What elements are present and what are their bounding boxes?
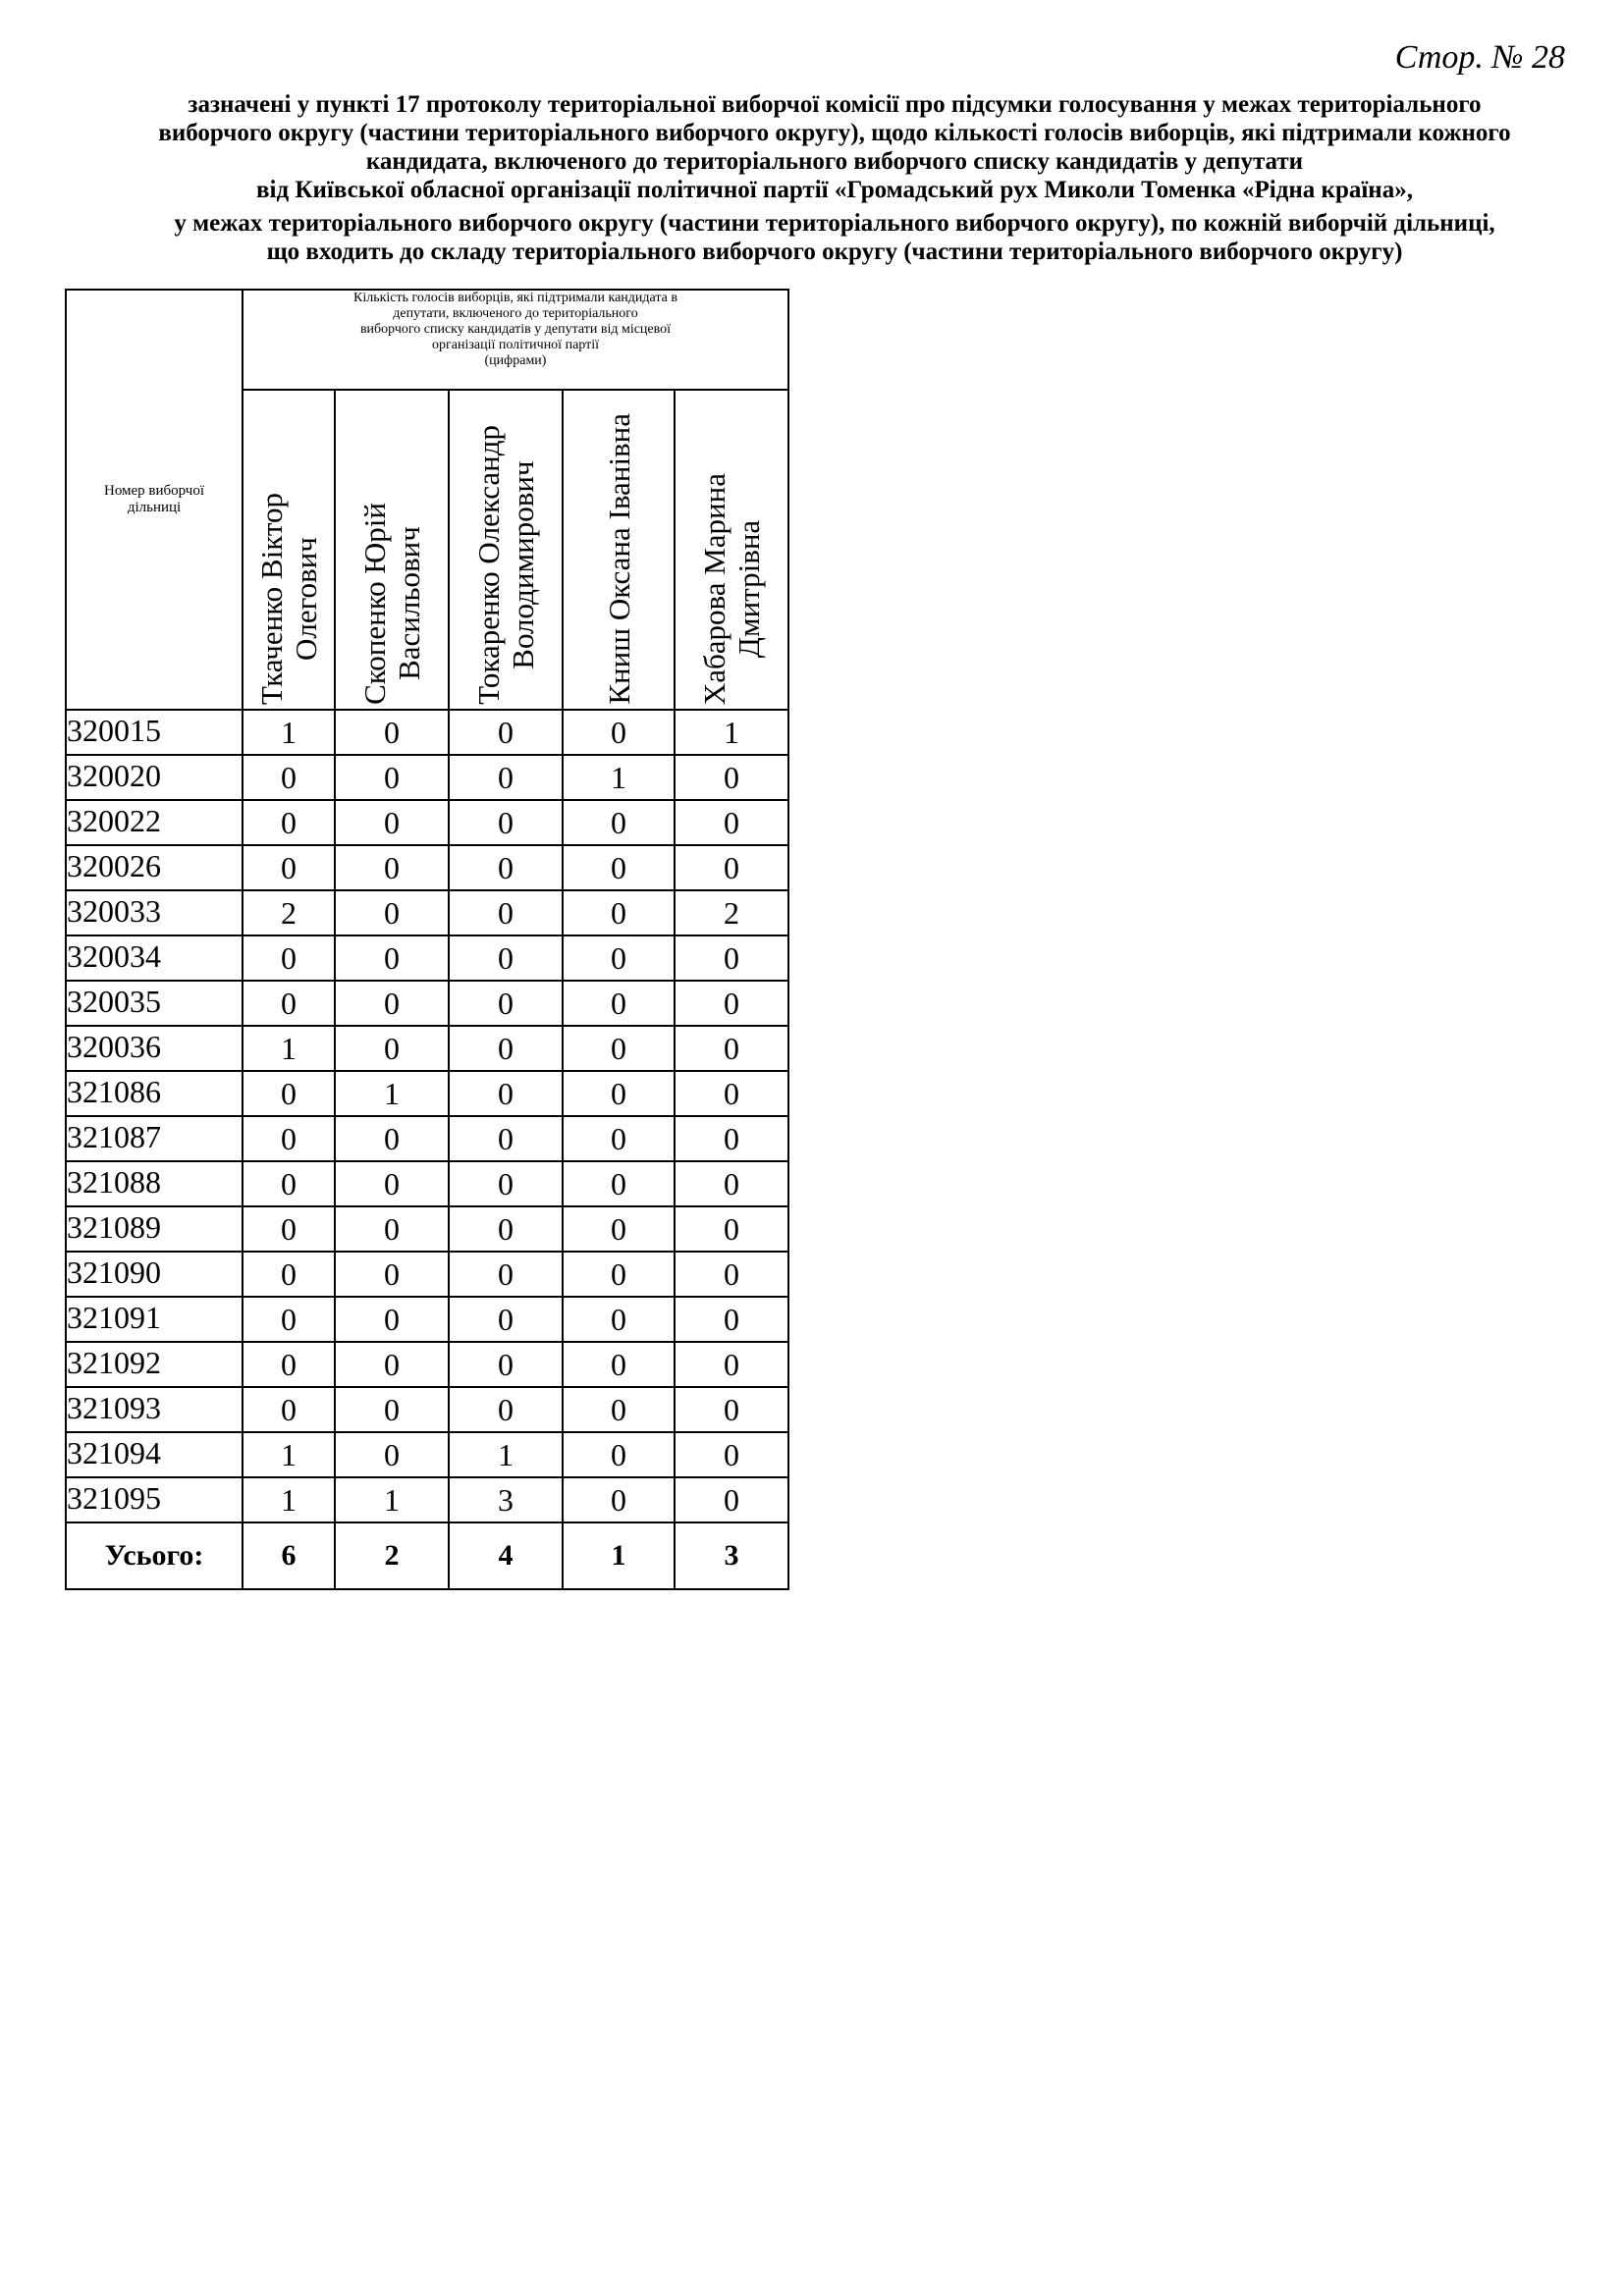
vote-count: 0	[563, 1432, 675, 1477]
heading-line: зазначені у пункті 17 протоколу територіальної виборчої комісії про підсумки голосування у межах територіального	[188, 91, 1482, 118]
vote-count: 1	[243, 1432, 335, 1477]
vote-count: 0	[449, 1387, 563, 1432]
candidate-name: Скопенко Юрій Васильович	[357, 503, 426, 705]
vote-count: 0	[449, 981, 563, 1026]
station-number: 321091	[66, 1297, 243, 1342]
heading-line: кандидата, включеного до територіального виборчого списку кандидатів у депутати	[365, 148, 1304, 175]
table-row	[66, 981, 788, 1026]
station-number-header	[66, 290, 243, 710]
heading-line: що входить до складу територіального виборчого округу (частини територіального виборчого округу)	[266, 239, 1403, 265]
candidate-name: Хабарова Марина Дмитрівна	[697, 472, 766, 705]
vote-count: 0	[335, 1432, 449, 1477]
station-number: 320034	[66, 935, 243, 981]
vote-count: 0	[243, 755, 335, 800]
vote-count: 0	[449, 1206, 563, 1252]
station-header-line: Номер виборчої	[103, 483, 205, 499]
vote-count: 0	[563, 1252, 675, 1297]
station-number: 320015	[66, 710, 243, 755]
vote-count: 0	[243, 1387, 335, 1432]
station-number: 320022	[66, 800, 243, 845]
station-number: 321089	[66, 1206, 243, 1252]
vote-count: 0	[335, 800, 449, 845]
vote-count: 0	[675, 755, 788, 800]
vote-count: 0	[335, 755, 449, 800]
page-number: Стор. № 28	[1394, 39, 1565, 76]
vote-count: 0	[563, 1206, 675, 1252]
group-header-line: (цифрами)	[484, 353, 547, 368]
totals-row	[66, 1522, 788, 1589]
vote-count: 0	[335, 1387, 449, 1432]
total-value: 3	[675, 1522, 788, 1589]
total-value: 2	[335, 1522, 449, 1589]
vote-count: 1	[243, 1477, 335, 1522]
vote-count: 0	[675, 1387, 788, 1432]
vote-count: 0	[243, 935, 335, 981]
station-number: 321095	[66, 1477, 243, 1522]
table-row	[66, 1252, 788, 1297]
table-row	[66, 845, 788, 890]
vote-count: 0	[335, 1161, 449, 1206]
total-value: 6	[243, 1522, 335, 1589]
vote-count: 0	[675, 935, 788, 981]
vote-count: 0	[335, 710, 449, 755]
table-row	[66, 1432, 788, 1477]
station-number: 321086	[66, 1071, 243, 1116]
vote-count: 0	[675, 1432, 788, 1477]
vote-count: 0	[335, 1206, 449, 1252]
vote-count: 0	[449, 800, 563, 845]
vote-count: 0	[675, 1116, 788, 1161]
group-header-line: організації політичної партії	[432, 338, 599, 352]
vote-count: 0	[449, 890, 563, 935]
vote-count: 0	[335, 935, 449, 981]
vote-count: 1	[243, 710, 335, 755]
station-number: 321088	[66, 1161, 243, 1206]
table-row	[66, 800, 788, 845]
vote-count: 0	[563, 935, 675, 981]
candidate-header	[243, 390, 335, 710]
vote-count: 0	[563, 890, 675, 935]
candidate-name: Книш Оксана Іванівна	[601, 413, 636, 705]
vote-count: 0	[563, 1387, 675, 1432]
heading-line: виборчого округу (частини територіального виборчого округу), щодо кількості голосів виборців, які підтримали кожного	[158, 120, 1511, 146]
station-number: 321092	[66, 1342, 243, 1387]
vote-count: 0	[243, 1206, 335, 1252]
vote-count: 0	[243, 1116, 335, 1161]
station-number: 320036	[66, 1026, 243, 1071]
table-row	[66, 1026, 788, 1071]
vote-count: 0	[675, 845, 788, 890]
vote-count: 0	[335, 1297, 449, 1342]
vote-count: 0	[243, 845, 335, 890]
table-row	[66, 755, 788, 800]
vote-count: 0	[675, 1071, 788, 1116]
heading-line: від Київської обласної організації політичної партії «Громадський рух Миколи Томенка «Рідна країна»,	[256, 177, 1413, 203]
vote-count: 0	[563, 1477, 675, 1522]
candidate-name: Токаренко Олександр Володимирович	[471, 425, 540, 705]
vote-count: 1	[335, 1071, 449, 1116]
station-number: 320020	[66, 755, 243, 800]
vote-count: 1	[449, 1432, 563, 1477]
table-row	[66, 1071, 788, 1116]
table-row	[66, 935, 788, 981]
vote-count: 1	[335, 1477, 449, 1522]
total-value: 4	[449, 1522, 563, 1589]
group-header-line: депутати, включеного до територіального	[393, 306, 638, 321]
table-row	[66, 1161, 788, 1206]
vote-count: 0	[675, 1252, 788, 1297]
vote-count: 0	[335, 1252, 449, 1297]
vote-count: 0	[449, 1342, 563, 1387]
vote-count: 0	[675, 981, 788, 1026]
table-row	[66, 1477, 788, 1522]
vote-count: 0	[335, 1116, 449, 1161]
vote-count: 0	[449, 1071, 563, 1116]
heading-line: у межах територіального виборчого округу (частини територіального виборчого округу), по кожній виборчій дільниці,	[174, 210, 1495, 237]
vote-count: 0	[563, 845, 675, 890]
candidate-header	[563, 390, 675, 710]
total-label: Усього:	[66, 1522, 243, 1589]
document-heading	[118, 90, 1551, 266]
vote-count: 0	[449, 1026, 563, 1071]
vote-count: 0	[449, 1161, 563, 1206]
vote-count: 0	[243, 1071, 335, 1116]
results-body	[66, 710, 788, 1522]
vote-count: 3	[449, 1477, 563, 1522]
vote-count: 1	[675, 710, 788, 755]
vote-count: 0	[335, 1026, 449, 1071]
candidate-header	[675, 390, 788, 710]
vote-count: 0	[243, 1342, 335, 1387]
vote-count: 0	[563, 1116, 675, 1161]
table-row	[66, 1387, 788, 1432]
vote-count: 0	[335, 981, 449, 1026]
vote-count: 2	[243, 890, 335, 935]
table-row	[66, 1297, 788, 1342]
vote-count: 0	[335, 1342, 449, 1387]
station-number: 321087	[66, 1116, 243, 1161]
candidate-header	[449, 390, 563, 710]
candidate-header	[335, 390, 449, 710]
vote-count: 2	[675, 890, 788, 935]
results-table	[65, 289, 789, 1590]
vote-count: 0	[243, 1297, 335, 1342]
vote-count: 0	[449, 845, 563, 890]
vote-count: 0	[563, 1297, 675, 1342]
vote-count: 0	[449, 710, 563, 755]
vote-count: 0	[335, 890, 449, 935]
vote-count: 0	[675, 1297, 788, 1342]
vote-count: 0	[675, 1206, 788, 1252]
table-row	[66, 710, 788, 755]
table-row	[66, 1206, 788, 1252]
table-row	[66, 1342, 788, 1387]
vote-count: 0	[563, 1071, 675, 1116]
vote-count: 0	[243, 1252, 335, 1297]
group-header-line: виборчого списку кандидатів у депутати від місцевої	[359, 322, 672, 337]
candidate-name: Ткаченко Віктор Олегович	[254, 492, 323, 705]
station-number: 320035	[66, 981, 243, 1026]
vote-count: 0	[449, 1116, 563, 1161]
station-number: 320026	[66, 845, 243, 890]
total-value: 1	[563, 1522, 675, 1589]
vote-count: 0	[335, 845, 449, 890]
vote-count: 1	[243, 1026, 335, 1071]
vote-count: 0	[243, 1161, 335, 1206]
vote-count: 0	[563, 981, 675, 1026]
votes-group-header	[243, 290, 788, 390]
vote-count: 0	[243, 800, 335, 845]
vote-count: 0	[449, 935, 563, 981]
table-row	[66, 1116, 788, 1161]
vote-count: 0	[675, 1161, 788, 1206]
vote-count: 0	[563, 710, 675, 755]
vote-count: 0	[449, 755, 563, 800]
vote-count: 0	[563, 1026, 675, 1071]
vote-count: 0	[243, 981, 335, 1026]
group-header-line: Кількість голосів виборців, які підтримали кандидата в	[353, 291, 677, 305]
station-number: 321090	[66, 1252, 243, 1297]
station-header-line: дільниці	[127, 500, 182, 515]
station-number: 321094	[66, 1432, 243, 1477]
vote-count: 0	[449, 1252, 563, 1297]
vote-count: 0	[675, 1026, 788, 1071]
vote-count: 0	[675, 1477, 788, 1522]
vote-count: 1	[563, 755, 675, 800]
vote-count: 0	[449, 1297, 563, 1342]
vote-count: 0	[563, 1161, 675, 1206]
station-number: 320033	[66, 890, 243, 935]
table-row	[66, 890, 788, 935]
vote-count: 0	[563, 800, 675, 845]
vote-count: 0	[675, 1342, 788, 1387]
vote-count: 0	[675, 800, 788, 845]
station-number: 321093	[66, 1387, 243, 1432]
vote-count: 0	[563, 1342, 675, 1387]
